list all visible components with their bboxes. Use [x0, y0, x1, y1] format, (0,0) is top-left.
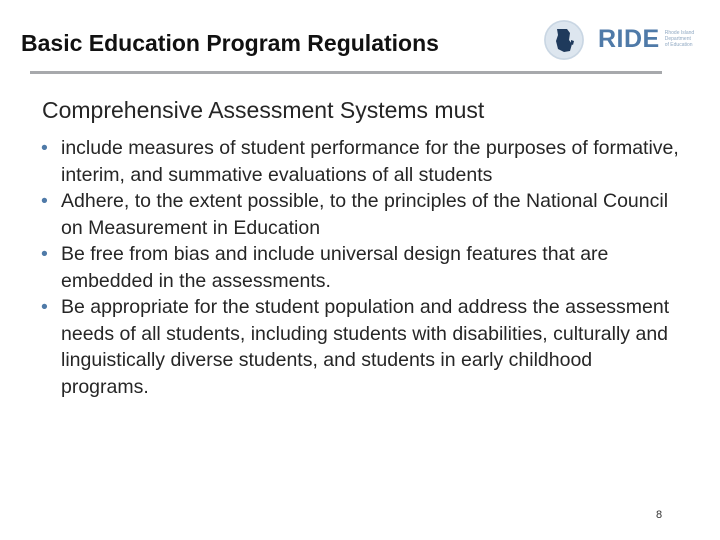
bullet-dot-icon: •: [41, 190, 48, 212]
bullet-text: include measures of student performance for the purposes of formative, interim, and summative evaluations of all students: [61, 137, 679, 186]
bullet-text: Be free from bias and include universal design features that are embedded in the assessments.: [61, 243, 609, 292]
bullet-dot-icon: •: [41, 243, 48, 265]
section-subtitle: Comprehensive Assessment Systems must: [42, 97, 485, 123]
bullet-dot-icon: •: [41, 137, 48, 159]
bullet-list: [41, 135, 681, 400]
bullet-text: Be appropriate for the student population and address the assessment needs of all students, including students with disabilities, culturally and linguistically diverse students, and students in early childhood programs.: [61, 296, 670, 398]
bullet-item: [41, 188, 681, 241]
ride-logo-text: RIDE: [598, 24, 660, 53]
rhode-island-state-seal-icon: [544, 20, 584, 60]
bullet-dot-icon: •: [41, 296, 48, 318]
ride-logo-tagline: Rhode Island Department of Education: [664, 30, 695, 48]
ride-logo: [598, 24, 694, 54]
bullet-text: Adhere, to the extent possible, to the principles of the National Council on Measurement in Education: [61, 190, 669, 239]
bullet-item: [41, 294, 681, 400]
slide-title: Basic Education Program Regulations: [21, 30, 439, 56]
header-divider: [30, 71, 662, 74]
bullet-item: [41, 135, 681, 188]
page-number: 8: [656, 509, 663, 521]
bullet-item: [41, 241, 681, 294]
